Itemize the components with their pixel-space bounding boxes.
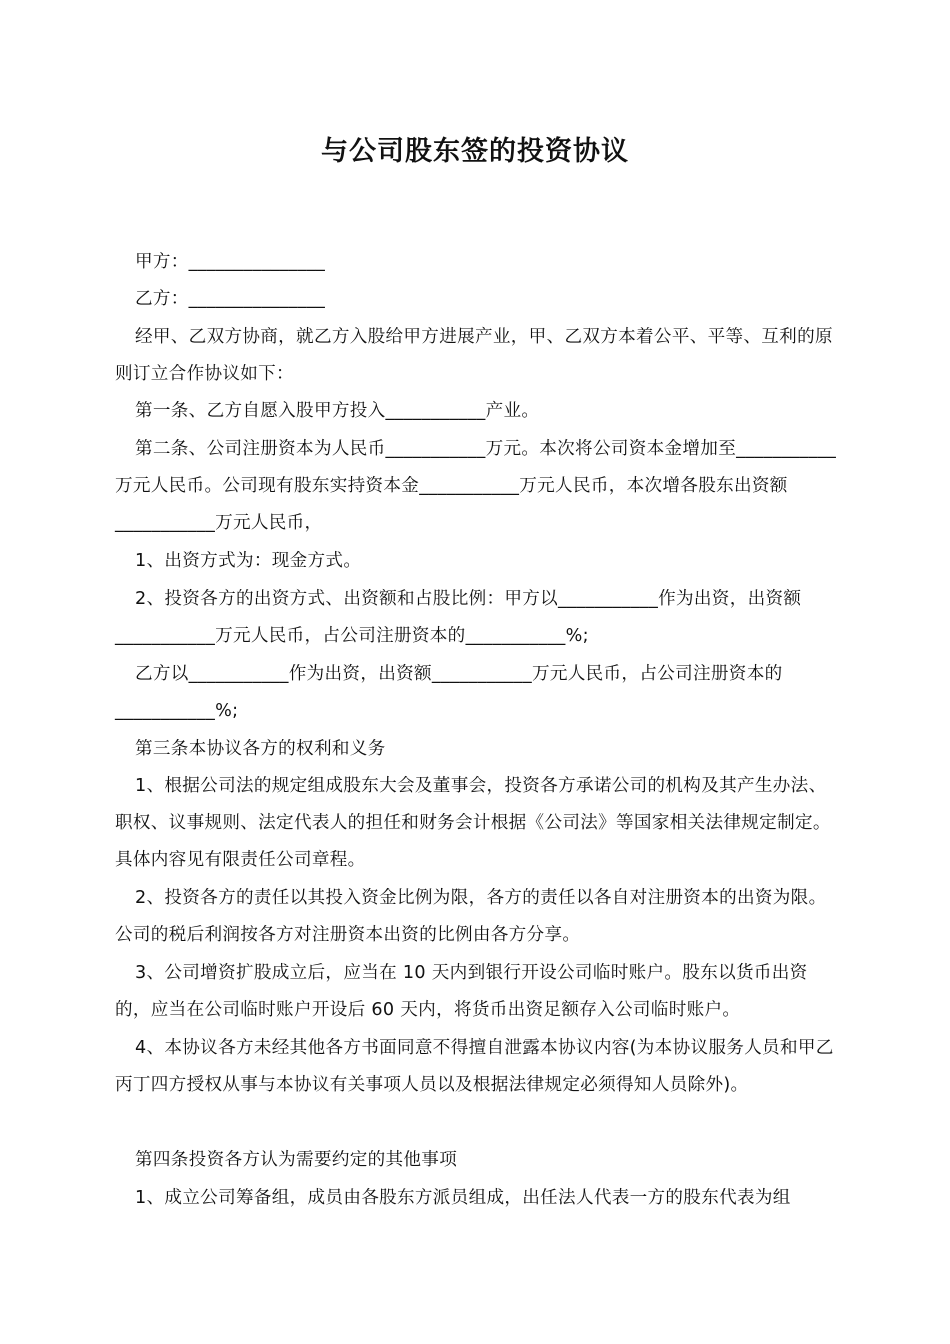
article-3-item-1: 1、根据公司法的规定组成股东大会及董事会，投资各方承诺公司的机构及其产生办法、职权、议事规则、法定代表人的担任和财务会计根据《公司法》等国家相关法律规定制定。具体内容见有限责任公司章程。 [115, 776, 831, 870]
article-1: 第一条、乙方自愿入股甲方投入___________产业。 [135, 401, 540, 421]
article-2-item-3: 乙方以___________作为出资，出资额___________万元人民币，占公司注册资本的___________%; [115, 664, 783, 721]
article-2-item-2: 2、投资各方的出资方式、出资额和占股比例：甲方以___________作为出资，出资额___________万元人民币，占公司注册资本的___________%; [115, 589, 802, 646]
article-3-item-3: 3、公司增资扩股成立后，应当在 10 天内到银行开设公司临时账户。股东以货币出资的，应当在公司临时账户开设后 60 天内，将货币出资足额存入公司临时账户。 [115, 963, 808, 1020]
article-4-item-1: 1、成立公司筹备组，成员由各股东方派员组成，出任法人代表一方的股东代表为组 [135, 1188, 791, 1208]
article-3-item-4: 4、本协议各方未经其他各方书面同意不得擅自泄露本协议内容(为本协议服务人员和甲乙丙丁四方授权从事与本协议有关事项人员以及根据法律规定必须得知人员除外)。 [115, 1038, 834, 1095]
article-3-item-2: 2、投资各方的责任以其投入资金比例为限，各方的责任以各自对注册资本的出资为限。公司的税后利润按各方对注册资本出资的比例由各方分享。 [115, 888, 827, 945]
article-3-heading: 第三条本协议各方的权利和义务 [135, 739, 386, 759]
intro-paragraph: 经甲、乙双方协商，就乙方入股给甲方进展产业，甲、乙双方本着公平、平等、互利的原则订立合作协议如下： [115, 327, 833, 384]
party-b-line: 乙方：_______________ [135, 289, 326, 309]
article-2-item-1: 1、出资方式为：现金方式。 [135, 551, 362, 571]
document-title: 与公司股东签的投资协议 [321, 136, 629, 167]
party-a-line: 甲方：_______________ [135, 252, 326, 272]
article-4-heading: 第四条投资各方认为需要约定的其他事项 [135, 1150, 458, 1170]
article-2: 第二条、公司注册资本为人民币___________万元。本次将公司资本金增加至___________万元人民币。公司现有股东实持资本金___________万元人民币，本次增各股东出资额___________万元人民币， [115, 439, 837, 533]
